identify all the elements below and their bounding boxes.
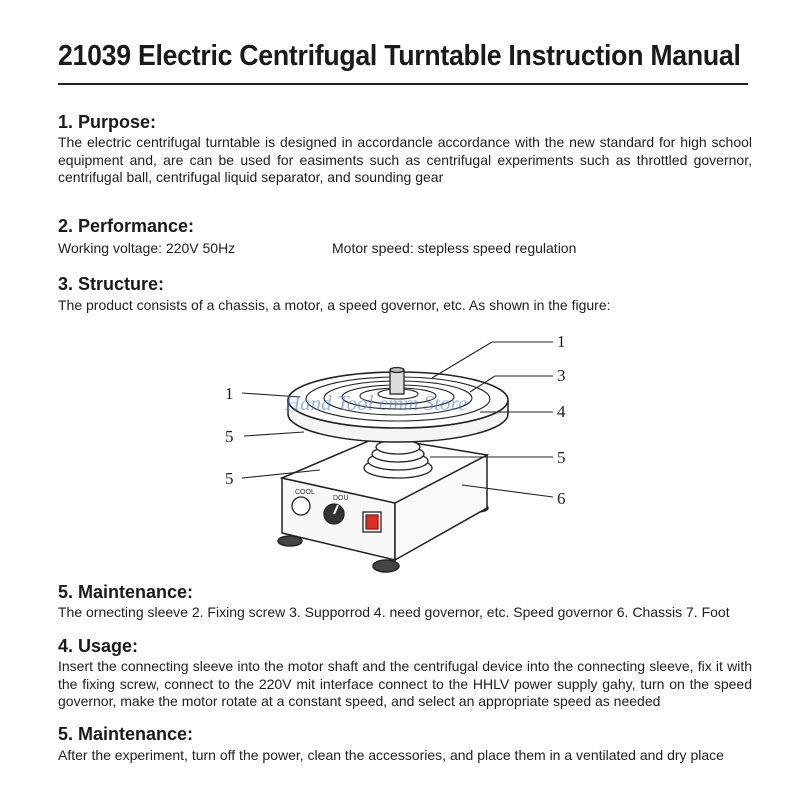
usage-text: Insert the connecting sleeve into the motor shaft and the centrifugal device into the connecting sleeve, fix it with the fixing screw, connect to the 220V mit interface connect to the HHLV power supply gahy, turn on the speed governor, make the motor rotate at a constant speed, and select an appropriate speed as needed [58,658,752,709]
figure-label-left-3: 5 [225,469,234,488]
maintenance-parts-heading: 5. Maintenance: [58,582,194,602]
purpose-text: The electric centrifugal turntable is designed in accordancle accordance with the new standard for high school equipment and, are can be used for easiments such as centrifugal experiments such as throttled governor, centrifugal ball, centrifugal liquid separator, and sounding gear [58,134,752,185]
usage-heading: 4. Usage: [58,636,139,656]
figure-label-right-2: 3 [557,366,566,385]
figure-label-right-5: 6 [557,489,566,508]
figure-label-left-2: 5 [225,427,234,446]
figure-label-right-3: 4 [557,402,566,421]
document-title: 21039 Electric Centrifugal Turntable Instruction Manual [58,40,741,72]
figure-label-left-1: 1 [225,384,234,403]
motor-speed: Motor speed: stepless speed regulation [332,240,577,256]
maintenance-heading: 5. Maintenance: [58,724,194,744]
purpose-heading: 1. Purpose: [58,112,157,132]
store-watermark: Hand Tool emm Store [285,391,468,415]
knob-label-right: DOU [333,495,349,502]
structure-text: The product consists of a chassis, a motor, a speed governor, etc. As shown in the figure: [58,297,611,313]
figure-label-right-4: 5 [557,448,566,467]
working-voltage: Working voltage: 220V 50Hz [58,240,236,256]
maintenance-text: After the experiment, turn off the power, clean the accessories, and place them in a ventilated and dry place [58,747,724,763]
parts-list-text: The ornecting sleeve 2. Fixing screw 3. Supporrod 4. need governor, etc. Speed governor 6. Chassis 7. Foot [58,604,730,620]
power-knob [292,497,310,515]
foot [373,560,399,572]
turntable-figure [0,320,800,580]
structure-heading: 3. Structure: [58,274,165,294]
figure-label-right-1: 1 [557,332,566,351]
knob-label-left: COOL [295,489,315,496]
performance-heading: 2. Performance: [58,216,195,236]
title-divider [58,83,748,85]
